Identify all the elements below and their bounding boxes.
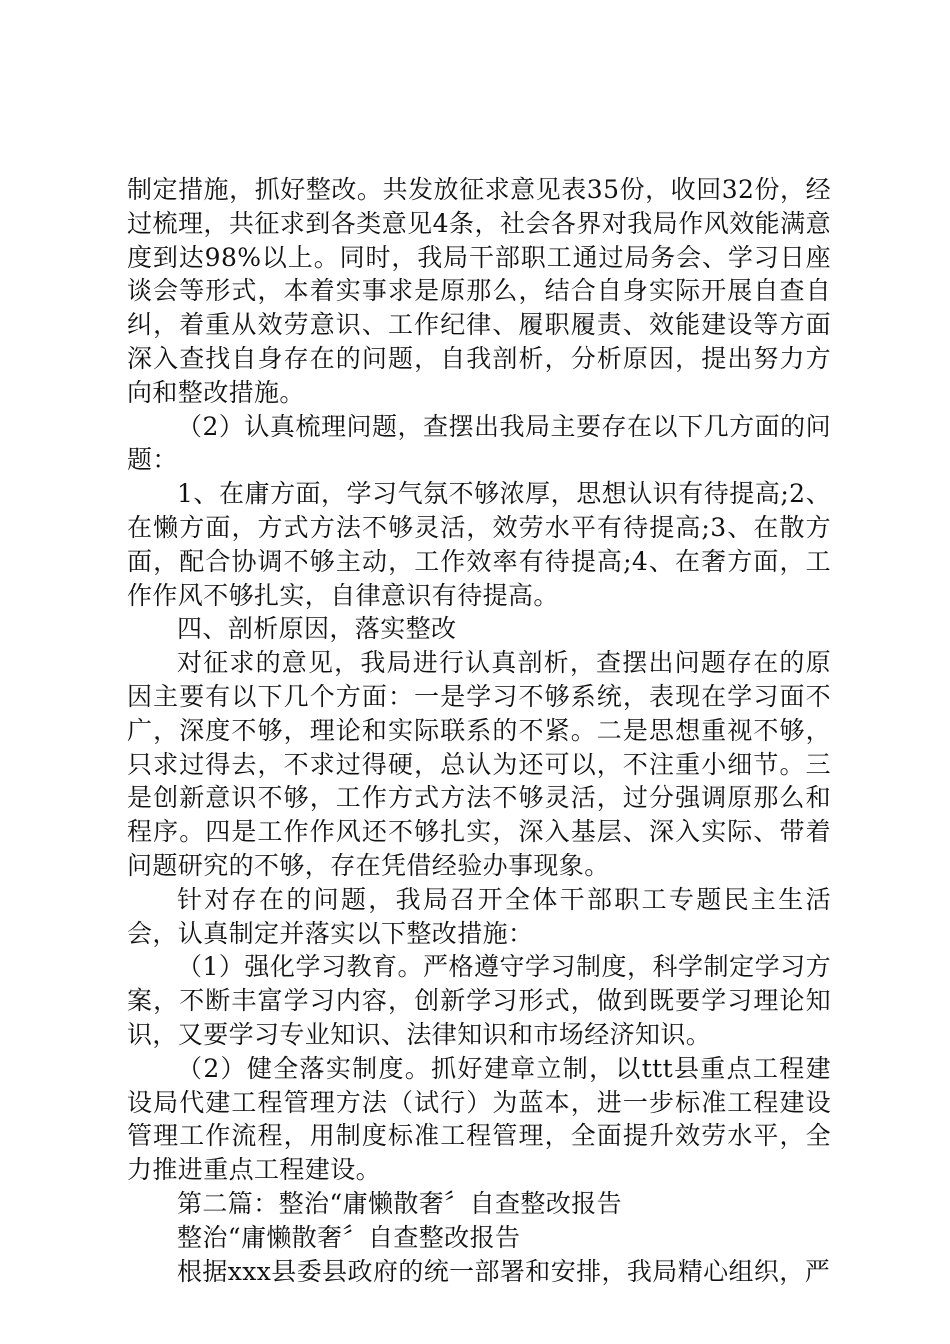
paragraph-problem-review: （2）认真梳理问题，查摆出我局主要存在以下几方面的问题： bbox=[127, 411, 831, 475]
chapter-title-part-two: 第二篇：整治“庸懒散奢〞自查整改报告 bbox=[177, 1188, 622, 1218]
section-heading-analysis: 四、剖析原因，落实整改 bbox=[177, 614, 457, 644]
paragraph-report-opening: 根据xxx县委县政府的统一部署和安排，我局精心组织，严 bbox=[177, 1256, 831, 1286]
document-body bbox=[127, 173, 831, 1288]
paragraph-measure-study: （1）强化学习教育。严格遵守学习制度，科学制定学习方案，不断丰富学习内容，创新学习形式，做到既要学习理论知识，又要学习专业知识、法律知识和市场经济知识。 bbox=[127, 952, 831, 1049]
paragraph-measure-system: （2）健全落实制度。抓好建章立制，以ttt县重点工程建设局代建工程管理方法（试行）为蓝本，进一步标准工程建设管理工作流程，用制度标准工程管理，全面提升效劳水平，全力推进重点工程建设。 bbox=[127, 1053, 831, 1185]
paragraph-problem-list: 1、在庸方面，学习气氛不够浓厚，思想认识有待提高;2、在懒方面，方式方法不够灵活，效劳水平有待提高;3、在散方面，配合协调不够主动，工作效率有待提高;4、在奢方面，工作作风不够扎实，自律意识有待提高。 bbox=[127, 479, 831, 610]
paragraph-measures-intro: 制定措施，抓好整改。共发放征求意见表35份，收回32份，经过梳理，共征求到各类意见4条，社会各界对我局作风效能满意度到达98%以上。同时，我局干部职工通过局务会、学习日座谈会等形式，本着实事求是原那么，结合自身实际开展自查自纠，着重从效劳意识、工作纪律、履职履责、效能建设等方面深入查找自身存在的问题，自我剖析，分析原因，提出努力方向和整改措施。 bbox=[127, 175, 831, 407]
paragraph-rectification-intro: 针对存在的问题，我局召开全体干部职工专题民主生活会，认真制定并落实以下整改措施： bbox=[127, 884, 831, 948]
paragraph-cause-analysis: 对征求的意见，我局进行认真剖析，查摆出问题存在的原因主要有以下几个方面：一是学习不够系统，表现在学习面不广，深度不够，理论和实际联系的不紧。二是思想重视不够，只求过得去，不求过得硬，总认为还可以，不注重小细节。三是创新意识不够，工作方式方法不够灵活，过分强调原那么和程序。四是工作作风还不够扎实，深入基层、深入实际、带着问题研究的不够，存在凭借经验办事现象。 bbox=[127, 648, 831, 880]
report-title: 整治“庸懒散奢〞自查整改报告 bbox=[177, 1222, 521, 1252]
